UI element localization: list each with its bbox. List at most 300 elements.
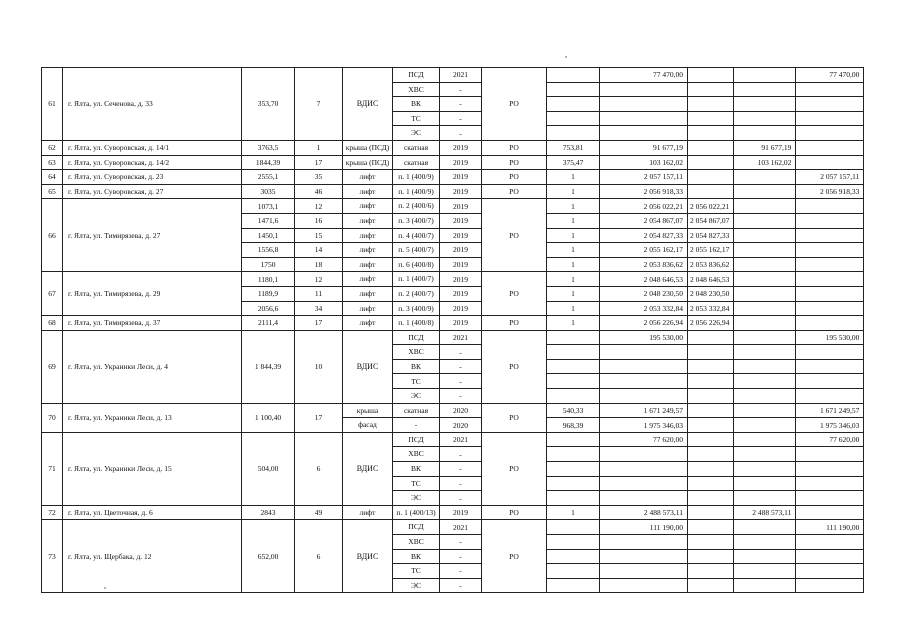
cell-org: РО <box>482 170 547 185</box>
cell-volume <box>547 68 600 83</box>
cell-year: - <box>440 447 482 462</box>
cell-cost <box>600 564 688 579</box>
cell-count: 6 <box>295 520 343 593</box>
cell-c3 <box>796 140 864 155</box>
cell-volume: 540,33 <box>547 403 600 418</box>
cell-c2 <box>734 418 796 433</box>
cell-c2 <box>734 447 796 462</box>
cell-cost: 2 053 332,84 <box>600 301 688 316</box>
table-row <box>42 155 864 170</box>
cell-no: 71 <box>42 432 63 505</box>
cell-c3 <box>796 316 864 331</box>
cell-work-type: крыша (ПСД) <box>343 155 393 170</box>
cell-c3: 195 530,00 <box>796 330 864 345</box>
cell-c1 <box>688 549 734 564</box>
cell-count: 18 <box>295 257 343 272</box>
cell-count: 6 <box>295 432 343 505</box>
cell-c1: 2 048 230,50 <box>688 286 734 301</box>
cell-c1 <box>688 578 734 593</box>
cell-c1 <box>688 476 734 491</box>
cell-cost: 1 671 249,57 <box>600 403 688 418</box>
cell-volume: 1 <box>547 316 600 331</box>
cell-no: 66 <box>42 199 63 272</box>
cell-c3 <box>796 447 864 462</box>
cell-work-type: ВДИС <box>343 520 393 593</box>
cell-element: ТС <box>393 564 440 579</box>
cell-c2: 91 677,19 <box>734 140 796 155</box>
cell-work-type: ВДИС <box>343 68 393 141</box>
cell-count: 16 <box>295 213 343 228</box>
cell-count: 17 <box>295 155 343 170</box>
cell-element: ВК <box>393 97 440 112</box>
cell-year: 2021 <box>440 432 482 447</box>
cell-c2 <box>734 97 796 112</box>
cell-org: РО <box>482 199 547 272</box>
cell-element: п. 3 (400/9) <box>393 301 440 316</box>
cell-c3: 2 057 157,11 <box>796 170 864 185</box>
cell-element: скатная <box>393 140 440 155</box>
cell-cost: 77 470,00 <box>600 68 688 83</box>
cell-c2: 103 162,02 <box>734 155 796 170</box>
cell-c2 <box>734 213 796 228</box>
cell-c1: 2 056 226,94 <box>688 316 734 331</box>
cell-year: - <box>440 564 482 579</box>
cell-c1 <box>688 184 734 199</box>
cell-volume <box>547 126 600 141</box>
cell-year: 2019 <box>440 213 482 228</box>
cell-cost: 91 677,19 <box>600 140 688 155</box>
cell-c1: 2 055 162,17 <box>688 243 734 258</box>
cell-area: 3035 <box>242 184 295 199</box>
cell-count: 46 <box>295 184 343 199</box>
cell-element: ХВС <box>393 447 440 462</box>
cell-area: 1 100,40 <box>242 403 295 432</box>
cell-volume: 968,39 <box>547 418 600 433</box>
cell-c1 <box>688 418 734 433</box>
cell-c2 <box>734 126 796 141</box>
cell-year: - <box>440 82 482 97</box>
cell-address: г. Ялта, ул. Суворовская, д. 14/2 <box>63 155 242 170</box>
cell-year: 2021 <box>440 520 482 535</box>
cell-year: 2020 <box>440 418 482 433</box>
cell-count: 12 <box>295 199 343 214</box>
cell-element: ЭС <box>393 491 440 506</box>
cell-element: ПСД <box>393 432 440 447</box>
cell-element: ВК <box>393 549 440 564</box>
cell-year: - <box>440 374 482 389</box>
cell-c3 <box>796 111 864 126</box>
cell-c3 <box>796 286 864 301</box>
cell-cost <box>600 374 688 389</box>
cell-cost: 77 620,00 <box>600 432 688 447</box>
cell-cost: 2 054 867,07 <box>600 213 688 228</box>
cell-cost <box>600 535 688 550</box>
cell-work-type: лифт <box>343 316 393 331</box>
cell-address: г. Ялта, ул. Украинки Леси, д. 15 <box>63 432 242 505</box>
cell-no: 72 <box>42 505 63 520</box>
cell-cost <box>600 126 688 141</box>
cell-element: ХВС <box>393 345 440 360</box>
cell-c1 <box>688 389 734 404</box>
cell-c1: 2 056 022,21 <box>688 199 734 214</box>
cell-c2 <box>734 170 796 185</box>
cell-c2 <box>734 286 796 301</box>
cell-volume <box>547 549 600 564</box>
cell-volume <box>547 564 600 579</box>
cell-c1 <box>688 491 734 506</box>
cell-element: ВК <box>393 359 440 374</box>
cell-work-type: лифт <box>343 286 393 301</box>
cell-c3: 77 470,00 <box>796 68 864 83</box>
cell-year: - <box>440 345 482 360</box>
scan-speck <box>565 56 567 58</box>
cell-work-type: крыша (ПСД) <box>343 140 393 155</box>
cell-work-type: ВДИС <box>343 330 393 403</box>
table-row <box>42 432 864 447</box>
cell-c3 <box>796 301 864 316</box>
cell-c3 <box>796 476 864 491</box>
cell-no: 64 <box>42 170 63 185</box>
cell-element: п. 4 (400/7) <box>393 228 440 243</box>
cell-work-type: лифт <box>343 228 393 243</box>
cell-c2 <box>734 549 796 564</box>
cell-volume <box>547 359 600 374</box>
cell-c2 <box>734 491 796 506</box>
cell-count: 17 <box>295 403 343 432</box>
cell-c1 <box>688 564 734 579</box>
cell-no: 73 <box>42 520 63 593</box>
cell-year: 2019 <box>440 286 482 301</box>
cell-c3 <box>796 199 864 214</box>
cell-no: 70 <box>42 403 63 432</box>
cell-cost: 2 048 646,53 <box>600 272 688 287</box>
cell-cost <box>600 82 688 97</box>
cell-year: 2019 <box>440 155 482 170</box>
cell-year: - <box>440 462 482 477</box>
table-row <box>42 316 864 331</box>
table-row <box>42 184 864 199</box>
cell-c3 <box>796 257 864 272</box>
cell-element: ЭС <box>393 578 440 593</box>
table-row <box>42 330 864 345</box>
cell-no: 62 <box>42 140 63 155</box>
cell-element: п. 2 (400/7) <box>393 286 440 301</box>
cell-c2 <box>734 257 796 272</box>
cell-c2: 2 488 573,11 <box>734 505 796 520</box>
cell-c2 <box>734 68 796 83</box>
cell-element: ПСД <box>393 520 440 535</box>
cell-element: ПСД <box>393 68 440 83</box>
cell-work-type: фасад <box>343 418 393 433</box>
cell-volume: 1 <box>547 243 600 258</box>
table-row <box>42 68 864 83</box>
cell-volume: 1 <box>547 257 600 272</box>
cell-element: ТС <box>393 476 440 491</box>
cell-area: 2555,1 <box>242 170 295 185</box>
cell-org: РО <box>482 432 547 505</box>
cell-area: 353,70 <box>242 68 295 141</box>
cell-org: РО <box>482 140 547 155</box>
cell-volume: 375,47 <box>547 155 600 170</box>
cell-address: г. Ялта, ул. Тимирязева, д. 27 <box>63 199 242 272</box>
cell-cost: 103 162,02 <box>600 155 688 170</box>
cell-work-type: лифт <box>343 199 393 214</box>
cell-element: п. 6 (400/8) <box>393 257 440 272</box>
cell-year: 2019 <box>440 316 482 331</box>
cell-c3 <box>796 228 864 243</box>
cell-element: п. 3 (400/7) <box>393 213 440 228</box>
cell-address: г. Ялта, ул. Щербака, д. 12 <box>63 520 242 593</box>
cell-c2 <box>734 316 796 331</box>
cell-work-type: лифт <box>343 257 393 272</box>
cell-org: РО <box>482 520 547 593</box>
cell-c1: 2 048 646,53 <box>688 272 734 287</box>
cell-cost <box>600 359 688 374</box>
cell-area: 1750 <box>242 257 295 272</box>
cell-year: - <box>440 535 482 550</box>
cell-c1 <box>688 505 734 520</box>
cell-year: 2020 <box>440 403 482 418</box>
cell-year: - <box>440 126 482 141</box>
cell-year: 2019 <box>440 184 482 199</box>
table-row <box>42 170 864 185</box>
table-row <box>42 403 864 418</box>
cell-c3 <box>796 374 864 389</box>
cell-element: п. 1 (400/13) <box>393 505 440 520</box>
cell-c3 <box>796 359 864 374</box>
cell-element: п. 1 (400/8) <box>393 316 440 331</box>
cell-c2 <box>734 301 796 316</box>
cell-c2 <box>734 345 796 360</box>
cell-volume: 1 <box>547 272 600 287</box>
cell-c1 <box>688 432 734 447</box>
cell-count: 12 <box>295 272 343 287</box>
cell-c2 <box>734 389 796 404</box>
cell-work-type: ВДИС <box>343 432 393 505</box>
cell-element: скатная <box>393 155 440 170</box>
cell-cost: 2 048 230,50 <box>600 286 688 301</box>
cell-cost <box>600 447 688 462</box>
cell-year: - <box>440 111 482 126</box>
cell-cost <box>600 578 688 593</box>
cell-count: 17 <box>295 316 343 331</box>
cell-element: ЭС <box>393 389 440 404</box>
cell-cost: 111 190,00 <box>600 520 688 535</box>
cell-volume <box>547 82 600 97</box>
cell-element: - <box>393 418 440 433</box>
cell-c3 <box>796 345 864 360</box>
cell-c1 <box>688 447 734 462</box>
cell-count: 7 <box>295 68 343 141</box>
cell-element: ХВС <box>393 82 440 97</box>
cell-volume: 1 <box>547 213 600 228</box>
cell-volume <box>547 374 600 389</box>
cell-cost <box>600 476 688 491</box>
cell-year: 2019 <box>440 228 482 243</box>
cell-year: 2019 <box>440 272 482 287</box>
cell-cost: 2 488 573,11 <box>600 505 688 520</box>
cell-area: 1471,6 <box>242 213 295 228</box>
cell-element: ВК <box>393 462 440 477</box>
cell-c1: 2 054 867,07 <box>688 213 734 228</box>
cell-year: - <box>440 476 482 491</box>
cell-c2 <box>734 374 796 389</box>
cell-area: 1 844,39 <box>242 330 295 403</box>
cell-count: 49 <box>295 505 343 520</box>
cell-volume <box>547 578 600 593</box>
cell-cost <box>600 549 688 564</box>
table-row <box>42 272 864 287</box>
cell-count: 35 <box>295 170 343 185</box>
cell-count: 11 <box>295 286 343 301</box>
cell-c2 <box>734 462 796 477</box>
cell-area: 1073,1 <box>242 199 295 214</box>
cell-c1 <box>688 403 734 418</box>
cell-volume: 1 <box>547 228 600 243</box>
table-row <box>42 505 864 520</box>
cell-year: - <box>440 578 482 593</box>
cell-year: 2019 <box>440 505 482 520</box>
cell-cost <box>600 462 688 477</box>
cell-element: п. 1 (400/7) <box>393 272 440 287</box>
cell-org: РО <box>482 403 547 432</box>
cell-address: г. Ялта, ул. Сеченова, д. 33 <box>63 68 242 141</box>
cell-cost: 2 056 022,21 <box>600 199 688 214</box>
cell-c3 <box>796 213 864 228</box>
cell-cost: 2 057 157,11 <box>600 170 688 185</box>
cell-volume: 1 <box>547 184 600 199</box>
cell-cost: 2 054 827,33 <box>600 228 688 243</box>
cell-area: 2111,4 <box>242 316 295 331</box>
cell-cost <box>600 97 688 112</box>
cell-c2 <box>734 476 796 491</box>
cell-cost: 2 055 162,17 <box>600 243 688 258</box>
cell-cost <box>600 111 688 126</box>
cell-org: РО <box>482 155 547 170</box>
cell-c1 <box>688 82 734 97</box>
cell-org: РО <box>482 316 547 331</box>
cell-area: 1450,1 <box>242 228 295 243</box>
cell-volume: 753,81 <box>547 140 600 155</box>
cell-area: 1844,39 <box>242 155 295 170</box>
cell-year: - <box>440 97 482 112</box>
cell-volume <box>547 389 600 404</box>
cell-c3: 77 620,00 <box>796 432 864 447</box>
cell-work-type: лифт <box>343 184 393 199</box>
cell-c1 <box>688 330 734 345</box>
cell-no: 69 <box>42 330 63 403</box>
cell-c3 <box>796 126 864 141</box>
cell-volume: 1 <box>547 301 600 316</box>
cell-c3 <box>796 578 864 593</box>
cell-address: г. Ялта, ул. Цветочная, д. 6 <box>63 505 242 520</box>
cell-cost: 1 975 346,03 <box>600 418 688 433</box>
cell-c2 <box>734 111 796 126</box>
cell-count: 14 <box>295 243 343 258</box>
cell-volume <box>547 432 600 447</box>
cell-c2 <box>734 403 796 418</box>
cell-volume: 1 <box>547 286 600 301</box>
cell-year: 2019 <box>440 170 482 185</box>
table-row <box>42 199 864 214</box>
cell-count: 1 <box>295 140 343 155</box>
cell-c2 <box>734 243 796 258</box>
cell-work-type: крыша <box>343 403 393 418</box>
cell-volume: 1 <box>547 199 600 214</box>
cell-c1 <box>688 126 734 141</box>
cell-volume: 1 <box>547 505 600 520</box>
cell-org: РО <box>482 184 547 199</box>
cell-element: ТС <box>393 374 440 389</box>
cell-year: 2021 <box>440 330 482 345</box>
cell-c3 <box>796 462 864 477</box>
cell-year: - <box>440 359 482 374</box>
cell-org: РО <box>482 505 547 520</box>
cell-volume <box>547 535 600 550</box>
cell-c3 <box>796 564 864 579</box>
cell-area: 504,00 <box>242 432 295 505</box>
cell-year: - <box>440 491 482 506</box>
cell-c1 <box>688 374 734 389</box>
cell-work-type: лифт <box>343 213 393 228</box>
cell-c2 <box>734 272 796 287</box>
cell-address: г. Ялта, ул. Суворовская, д. 23 <box>63 170 242 185</box>
cell-area: 2056,6 <box>242 301 295 316</box>
cell-c3: 2 056 918,33 <box>796 184 864 199</box>
cell-c1 <box>688 462 734 477</box>
cell-c2 <box>734 520 796 535</box>
cell-year: - <box>440 389 482 404</box>
cell-element: ТС <box>393 111 440 126</box>
cell-address: г. Ялта, ул. Украинки Леси, д. 4 <box>63 330 242 403</box>
cell-c1 <box>688 520 734 535</box>
cell-c3 <box>796 97 864 112</box>
cell-volume <box>547 111 600 126</box>
cell-address: г. Ялта, ул. Суворовская, д. 14/1 <box>63 140 242 155</box>
cell-volume <box>547 447 600 462</box>
cell-element: ЭС <box>393 126 440 141</box>
cell-work-type: лифт <box>343 301 393 316</box>
cell-no: 65 <box>42 184 63 199</box>
cell-year: 2019 <box>440 257 482 272</box>
cell-c1 <box>688 170 734 185</box>
cell-c1: 2 054 827,33 <box>688 228 734 243</box>
cell-c3 <box>796 272 864 287</box>
cell-c3 <box>796 82 864 97</box>
cell-area: 2843 <box>242 505 295 520</box>
cell-count: 34 <box>295 301 343 316</box>
cell-element: ХВС <box>393 535 440 550</box>
cell-address: г. Ялта, ул. Тимирязева, д. 37 <box>63 316 242 331</box>
cell-c2 <box>734 199 796 214</box>
cell-cost <box>600 491 688 506</box>
cell-element: п. 2 (400/6) <box>393 199 440 214</box>
cell-no: 67 <box>42 272 63 316</box>
cell-volume <box>547 462 600 477</box>
cell-c3 <box>796 505 864 520</box>
cell-cost: 2 056 918,33 <box>600 184 688 199</box>
capital-repair-register-table <box>41 67 864 593</box>
cell-work-type: лифт <box>343 272 393 287</box>
cell-volume <box>547 330 600 345</box>
cell-c2 <box>734 82 796 97</box>
cell-c3 <box>796 155 864 170</box>
cell-element: п. 5 (400/7) <box>393 243 440 258</box>
cell-c1: 2 053 836,62 <box>688 257 734 272</box>
cell-work-type: лифт <box>343 243 393 258</box>
cell-address: г. Ялта, ул. Суворовская, д. 27 <box>63 184 242 199</box>
cell-c3 <box>796 491 864 506</box>
